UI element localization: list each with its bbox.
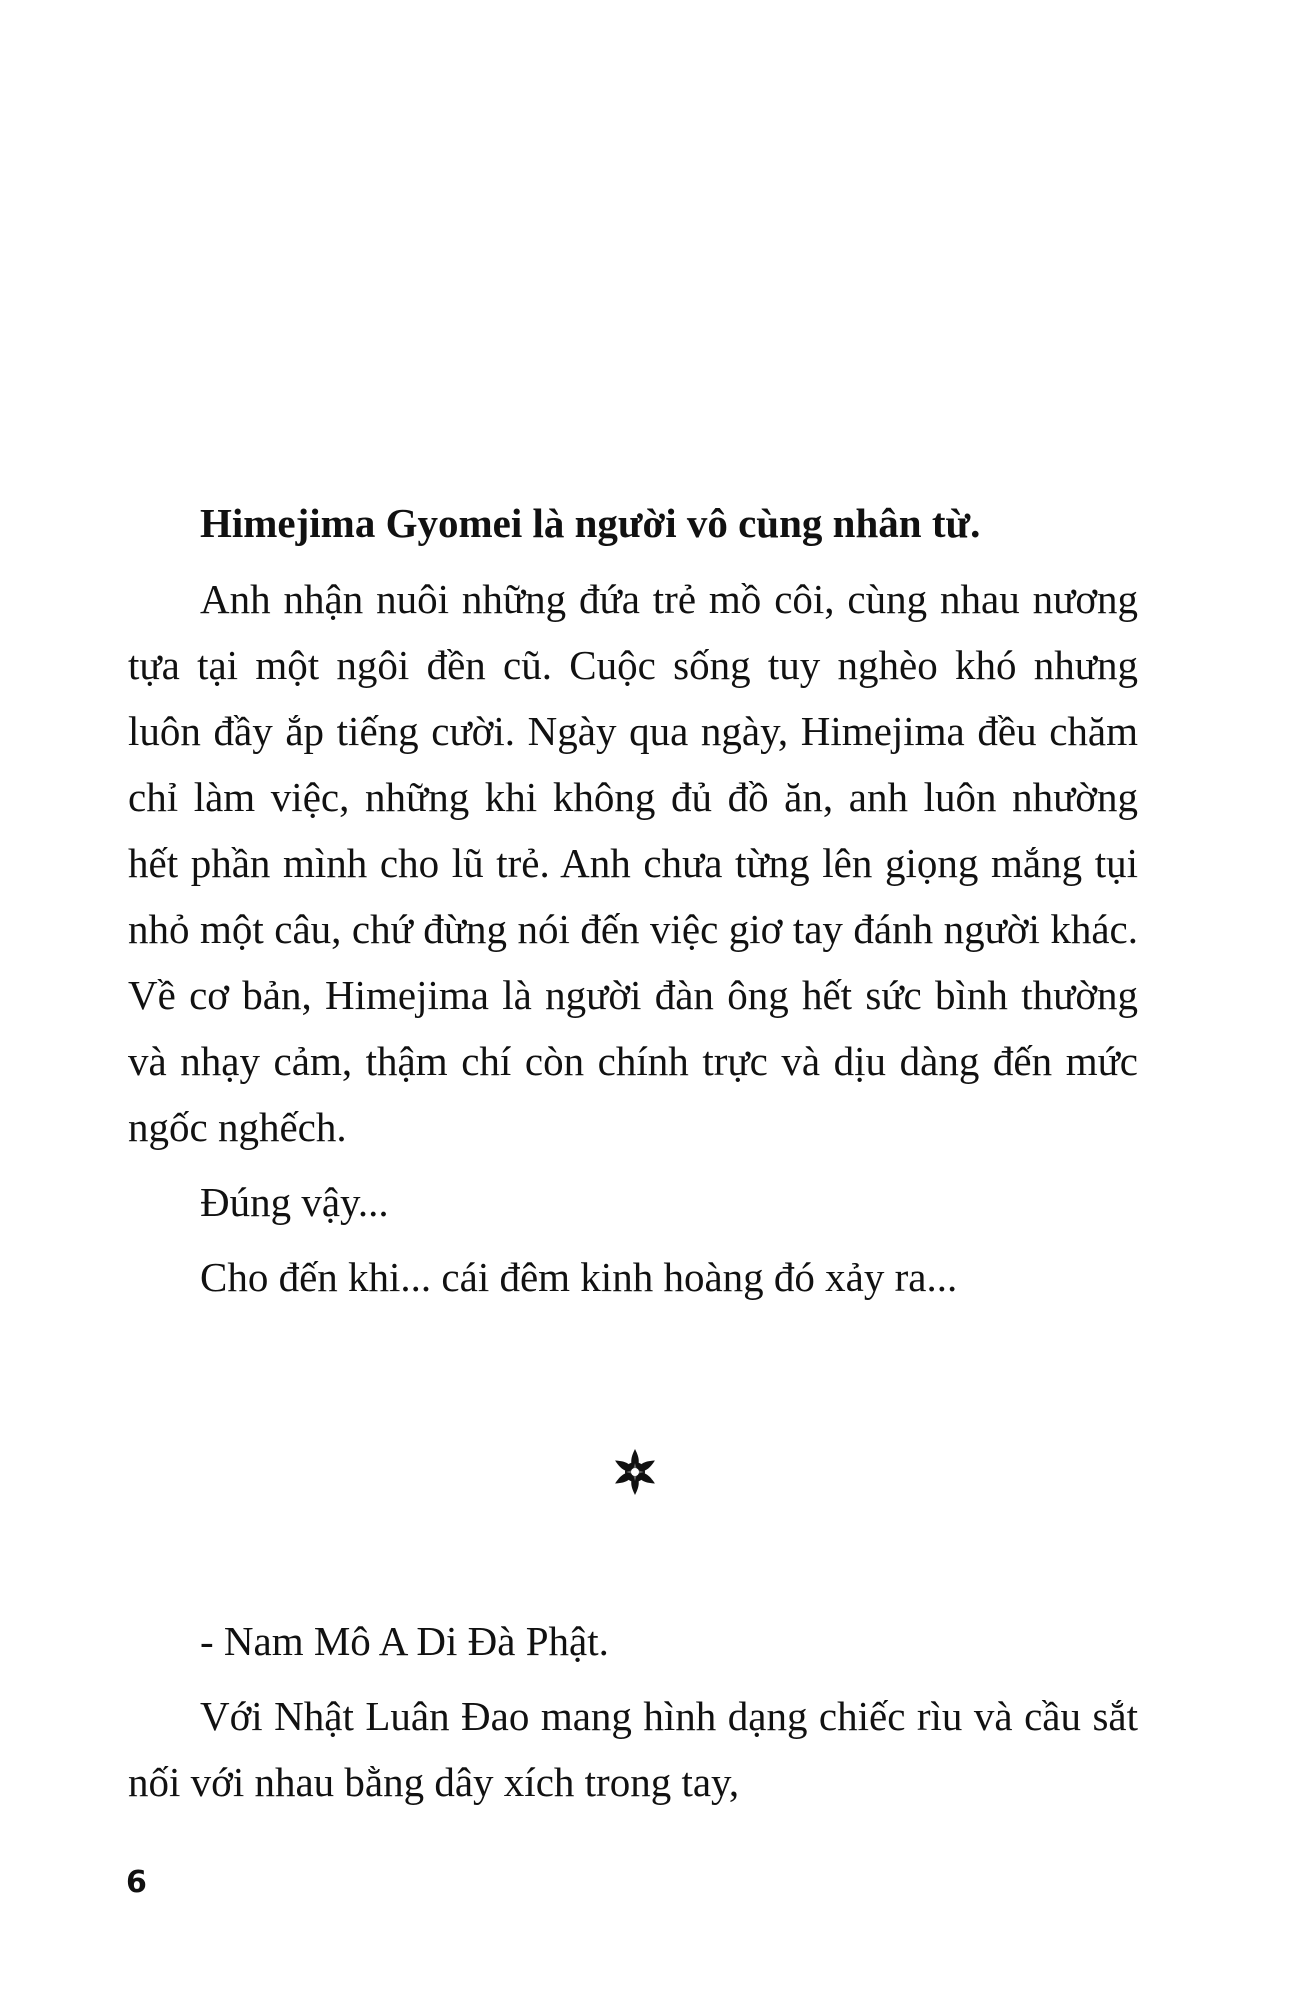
body-line: Cho đến khi... cái đêm kinh hoàng đó xảy ra...	[200, 1254, 958, 1300]
section-one	[128, 490, 1138, 1310]
lead-sentence: Himejima Gyomei là người vô cùng nhân từ.	[200, 500, 981, 546]
flower-ornament-icon	[610, 1447, 660, 1497]
body-paragraph: Với Nhật Luân Đao mang hình dạng chiếc rìu và cầu sắt nối với nhau bằng dây xích trong tay,	[128, 1693, 1138, 1805]
body-paragraph: Anh nhận nuôi những đứa trẻ mồ côi, cùng nhau nương tựa tại một ngôi đền cũ. Cuộc sống tuy nghèo khó nhưng luôn đầy ắp tiếng cười. Ngày qua ngày, Himejima đều chăm chỉ làm việc, những khi không đủ đồ ăn, anh luôn nhường hết phần mình cho lũ trẻ. Anh chưa từng lên giọng mắng tụi nhỏ một câu, chứ đừng nói đến việc giơ tay đánh người khác. Về cơ bản, Himejima là người đàn ông hết sức bình thường và nhạy cảm, thậm chí còn chính trực và dịu dàng đến mức ngốc nghếch.	[128, 576, 1138, 1150]
page-number: 6	[126, 1865, 147, 1900]
section-two	[128, 1608, 1138, 1815]
body-line: Đúng vậy...	[200, 1179, 389, 1225]
dialogue-line: - Nam Mô A Di Đà Phật.	[200, 1618, 609, 1664]
